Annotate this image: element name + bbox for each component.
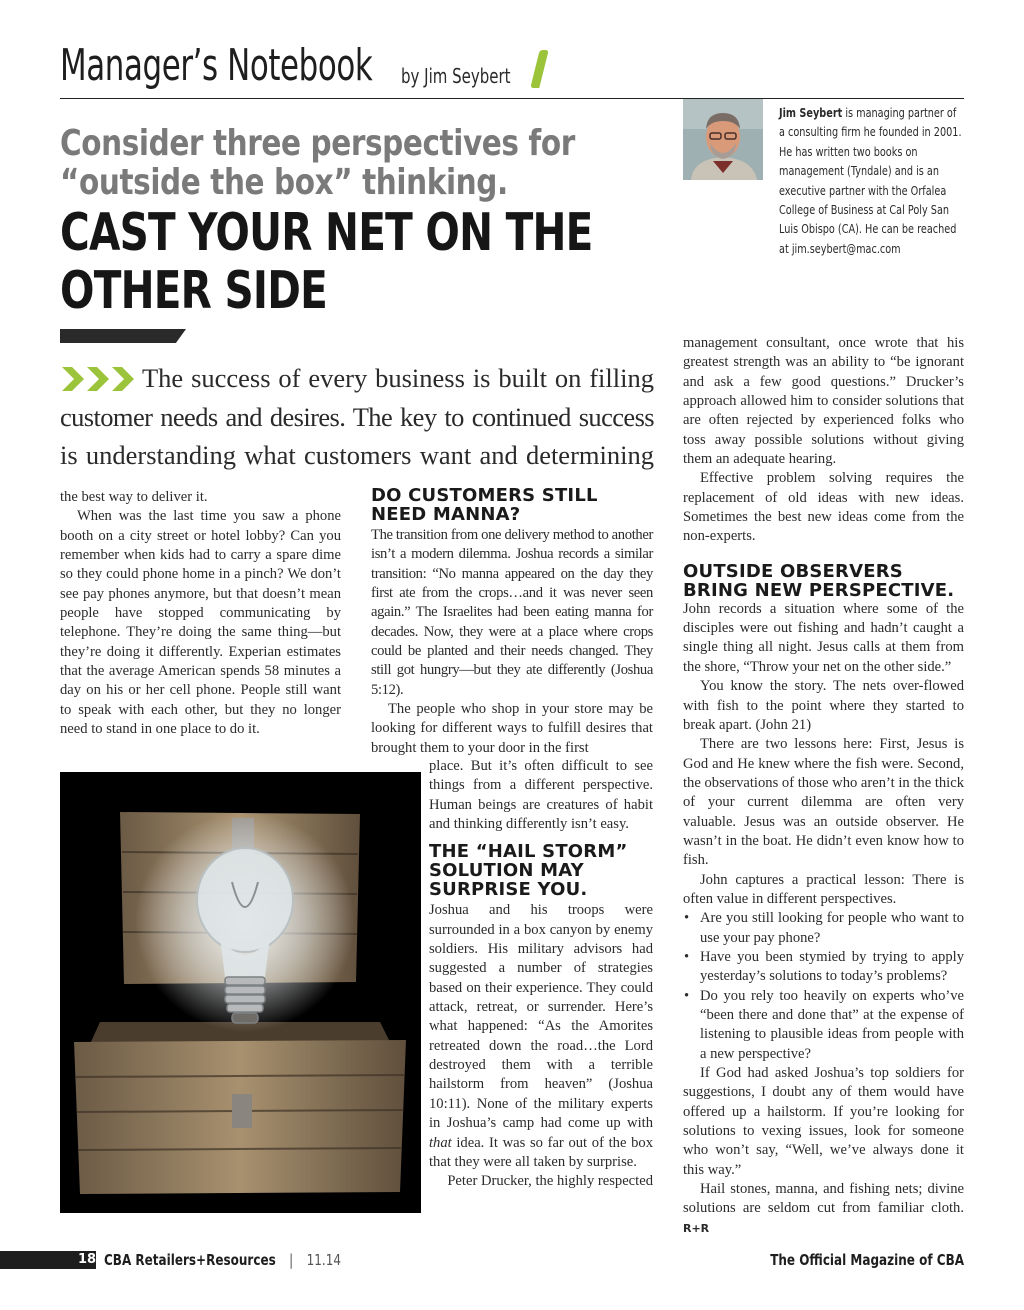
lead-line-3: is understanding what customers want and determining [60,440,654,471]
footer-bar [0,1251,78,1269]
lightbulb-in-crate-image [60,772,421,1213]
col1-paragraph-1: When was the last time you saw a phone booth on a city street or hotel lobby? Can you remember when kids had to carry a spare dime so they could phone home in a pinch? We don’t see pay phones anymore, but that doesn’t mean people have stopped communicating by telephone. They’re doing the same thing—but they’re doing it differently. Experian estimates that the average American spends 58 minutes a day on his or her cell phone. People still want to speak with each other, but they no longer need to stand in one place to do it. [60,508,341,738]
author-photo [683,99,763,180]
col2-paragraph-4 [429,901,653,1172]
col3-paragraph-8 [683,1180,964,1238]
col3-p8-text: Hail stones, manna, and fishing nets; divine solutions are seldom cut from familiar cloth. [683,1181,964,1217]
author-bio-text: is managing partner of a consulting firm he founded in 2001. He has written two books on management (Tyndale) and is an executive partner with the Orfalea College of Business at Cal Poly San Luis Obispo (CA). He can be reached at jim.seybert@mac.com [779,105,962,256]
headline-underbar [60,329,186,343]
lead-line-1: The success of every business is built on filling [142,363,654,393]
headline-line-2: OTHER SIDE [60,261,328,321]
column-2-lower [429,757,653,1192]
col3-paragraph-7: If God had asked Joshua’s top soldiers for suggestions, I doubt any of them would have offered up a hailstorm. If you’re looking for solutions to vexing issues, look for someone who won’t say, “Well, we’ve always done it this way.” [683,1065,964,1178]
col3-paragraph-2: Effective problem solving requires the replacement of old ideas with new ideas. Sometimes the best new ideas come from the non-experts. [683,470,964,545]
col2-p4-a: Joshua and his troops were surrounded in a box canyon by enemy soldiers. His military advisors had suggested a number of strategies based on their experience. They could attack, retreat, or surrender. Here’s what happened: “As the Amorites retreated down the road…the Lord destroyed them with a terrible hailstorm from heaven” (Joshua 10:11). None of the military experts in Joshua’s camp had come up with [429,902,653,1132]
headline-line-1: CAST YOUR NET ON THE [60,203,593,263]
col2-paragraph-5: Peter Drucker, the highly respected [447,1173,653,1190]
list-item: • Have you been stymied by trying to apply yesterday’s solutions to today’s problems? [700,948,964,987]
list-item: • Are you still looking for people who want to use your pay phone? [700,909,964,948]
footer-tagline: The Official Magazine of CBA [770,1251,964,1269]
col3-paragraph-4: You know the story. The nets over-flowed with fish to the point where they started to break apart. (John 21) [683,678,964,733]
col1-paragraph-0: the best way to deliver it. [60,489,208,505]
col3-bullet-list [683,909,964,1064]
col2-p4-emphasis: that [429,1134,452,1151]
col3-paragraph-5: There are two lessons here: First, Jesus is God and He knew where the fish were. Second, the observations of those who aren’t in the thick of your current dilemma are often very valuable. Jesus was an outside observer. He wasn’t in the boat. He didn’t even know how to fish. [683,736,965,869]
lead-line-2: customer needs and desires. The key to continued success [60,401,654,432]
col2-heading-manna: DO CUSTOMERS STILL NEED MANNA? [371,485,598,525]
footer-issue: 11.14 [306,1251,341,1269]
col2-heading-hailstorm: THE “HAIL STORM” SOLUTION MAY SURPRISE YOU. [429,841,628,901]
author-photo-drawing [683,99,763,180]
column-title-text: Manager’s Notebook [60,40,373,91]
end-mark: R+R [683,1221,710,1235]
author-bio [779,103,964,258]
headline [60,204,593,320]
footer-separator: | [289,1251,294,1269]
lead-paragraph [60,359,654,475]
green-slash-mark [530,50,548,88]
lightbulb-crate-drawing [60,772,421,1213]
author-name: Jim Seybert [779,105,843,120]
col2-paragraph-2: The people who shop in your store may be looking for different ways to fulfill desires that brought them to your door in the first [371,701,653,756]
list-item: • Do you rely too heavily on experts who’ve “been there and done that” at the expense of listening to plausible ideas from people with a new perspective? [700,987,964,1064]
col3-paragraph-1: management consultant, once wrote that his greatest strength was an ability to “be ignorant and ask a few good questions.” Drucker’s approach allowed him to consider solutions that are often rejected by experienced folks who toss away possible solutions without giving them an adequate hearing. [683,335,964,468]
col2-paragraph-3: place. But it’s often difficult to see things from a different perspective. Human beings are creatures of habit and thinking differently isn’t easy. [429,758,653,833]
footer-magazine [104,1250,341,1270]
col2-paragraph-1: The transition from one delivery method to another isn’t a modern dilemma. Joshua records a similar transition: “No manna appeared on the day they first ate from the crops…and it was never seen again.” The Israelites had been eating manna for decades. Now, they were at a place where crops could be planted and their needs changed. They still got hungry—but they ate differently (Joshua 5:12). [371,527,653,698]
column-3 [683,334,964,1238]
header-rule [60,98,964,99]
column-1 [60,488,341,739]
col2-p4-b: idea. It was so far out of the box that they were all taken by surprise. [429,1134,653,1170]
column-2 [371,486,653,758]
byline: by Jim Seybert [401,64,511,88]
footer-magazine-name: CBA Retailers+Resources [104,1251,276,1269]
col3-paragraph-3: John records a situation where some of the disciples were out fishing and hadn’t caught a single thing all night. Jesus calls at them from the shore, “Throw your net on the other side.” [683,600,964,675]
page-number: 18 [78,1252,97,1267]
col3-paragraph-6: John captures a practical lesson: There is often value in different perspectives. [683,871,964,907]
deck: Consider three perspectives for “outside the box” thinking. [60,123,575,203]
col3-heading-observers: OUTSIDE OBSERVERS BRING NEW PERSPECTIVE. [683,560,955,601]
